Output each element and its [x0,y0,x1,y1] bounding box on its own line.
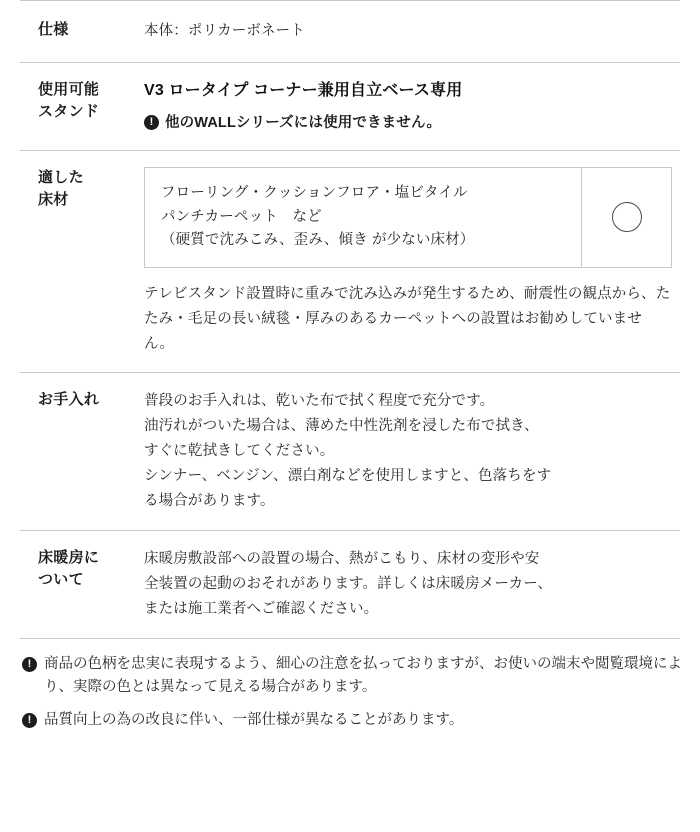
floor-heating-line-1: 床暖房敷設部への設置の場合、熱がこもり、床材の変形や安 [144,551,540,568]
row-label-stand [20,62,140,150]
footer-note-color [22,653,682,700]
floor-heating-text [144,547,672,622]
suitable-floor-box [144,167,672,267]
footer-note-color-text: 商品の色柄を忠実に表現するよう、細心の注意を払っておりますが、お使いの端末や閲覧環境により、実際の色とは異なって見える場合があります。 [44,655,682,696]
table-row-floor [20,151,680,373]
row-label-care: お手入れ [38,391,100,409]
footer-notes [22,653,682,732]
stand-compatible-model: V3 ロータイプ コーナー兼用自立ベース専用 [144,81,463,99]
footer-note-quality [22,709,682,732]
stand-warning [144,112,672,134]
row-value-floor-heating [140,531,680,639]
care-line-4: シンナー、ベンジン、漂白剤などを使用しますと、色落ちをす [144,468,552,485]
row-label-stand-line2: スタンド [38,102,100,120]
exclamation-icon: ! [22,713,37,728]
row-label-floor-line1: 適した [38,169,84,187]
row-value-floor [140,151,680,373]
stand-warning-text: 他のWALLシリーズには使用できません。 [165,114,442,131]
suitable-floor-line-1: フローリング・クッションフロア・塩ビタイル [161,185,468,202]
footer-note-quality-text: 品質向上の為の改良に伴い、一部仕様が異なることがあります。 [44,711,464,728]
row-value-care [140,373,680,531]
care-line-2: 油汚れがついた場合は、薄めた中性洗剤を浸した布で拭き、 [144,418,539,435]
row-label-floor-line2: 床材 [38,190,69,208]
exclamation-icon: ! [22,657,37,672]
suitable-floor-text [145,168,581,266]
row-label-floor-heating [20,531,140,639]
row-label-spec: 仕様 [38,21,69,38]
floor-heating-line-2: 全装置の起動のおそれがあります。詳しくは床暖房メーカー、 [144,576,553,593]
floor-heating-line-3: または施工業者へご確認ください。 [144,601,379,618]
circle-ok-icon [612,202,642,232]
care-line-3: すぐに乾拭きしてください。 [144,443,335,460]
row-label-floor-heating-line2: ついて [38,570,84,588]
row-value-spec [140,1,680,63]
row-label-floor [20,151,140,373]
suitable-floor-mark-cell [581,168,671,266]
row-label-floor-heating-line1: 床暖房に [38,549,100,567]
table-row-floor-heating [20,531,680,639]
floor-caution-text: テレビスタンド設置時に重みで沈み込みが発生するため、耐震性の観点から、たたみ・毛足の長い絨毯・厚みのあるカーペットへの設置はお勧めしていません。 [144,285,671,352]
care-line-1: 普段のお手入れは、乾いた布で拭く程度で充分です。 [144,393,495,410]
spec-material-text: 本体：ポリカーボネート [144,23,305,39]
specification-table [20,0,680,639]
table-row-care [20,373,680,531]
table-row-stand [20,62,680,150]
suitable-floor-line-2: パンチカーペット など [161,208,322,225]
suitable-floor-line-3: （硬質で沈みこみ、歪み、傾き が少ない床材） [161,232,475,249]
exclamation-icon: ! [144,115,159,130]
table-row-spec [20,1,680,63]
care-instructions [144,389,672,514]
row-value-stand [140,62,680,150]
row-label-stand-line1: 使用可能 [38,80,100,98]
care-line-5: る場合があります。 [144,493,275,510]
